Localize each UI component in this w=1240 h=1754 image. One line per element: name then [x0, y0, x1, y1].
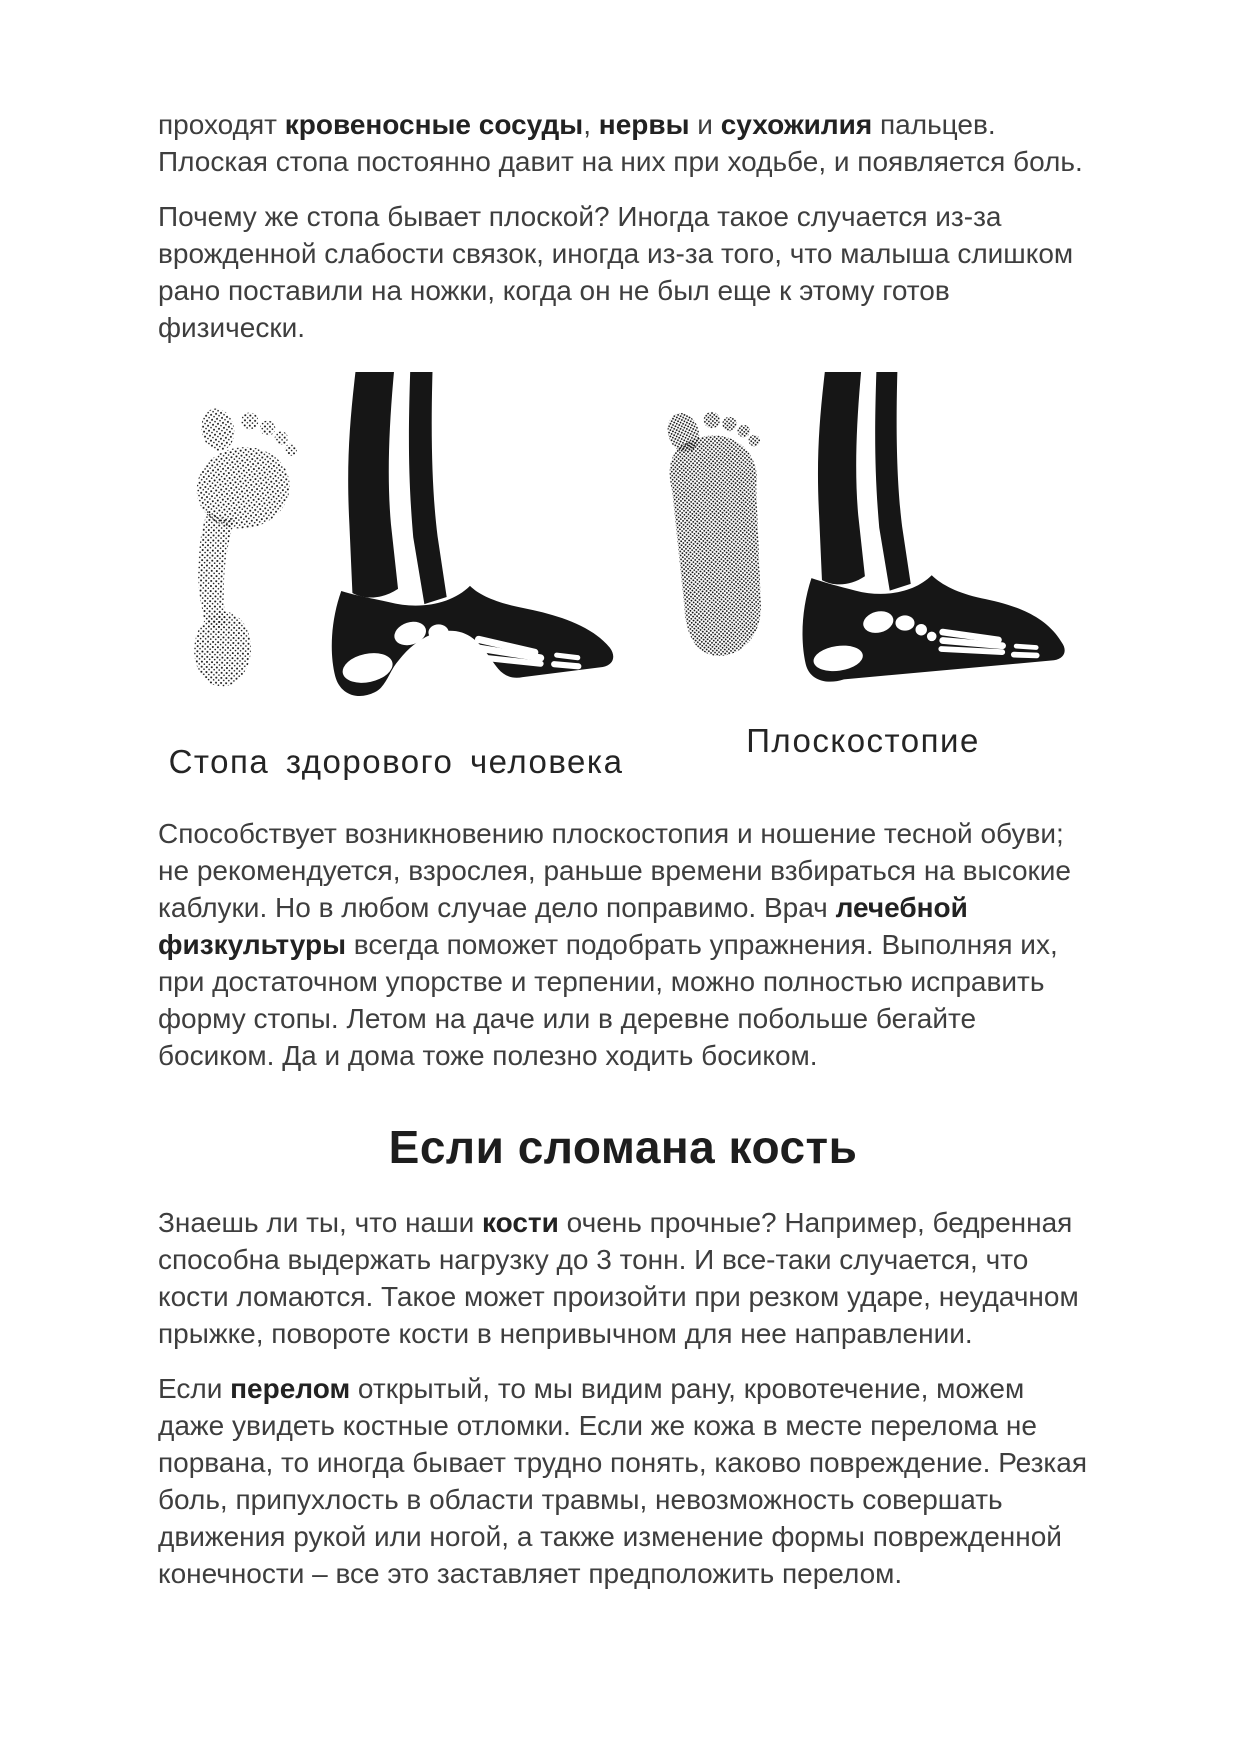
text-segment: пальцев. Плоская стопа постоянно давит на них при ходьбе, и появляется боль. — [158, 109, 1083, 177]
figure-flat-foot — [653, 372, 1073, 760]
text-segment: лечебной физкультуры — [158, 891, 968, 960]
paragraph-intro-1 — [158, 106, 1088, 180]
flat-foot-skeleton — [803, 372, 1065, 682]
paragraph-bones-2 — [158, 1370, 1088, 1592]
text-segment: сухожилия — [720, 109, 873, 140]
section-heading: Если сломана кость — [388, 1120, 858, 1173]
flat-foot-illustration — [653, 372, 1073, 706]
text-segment: нервы — [598, 109, 690, 140]
paragraph-intro-2 — [158, 198, 1088, 346]
text-segment: открытый, то мы видим рану, кровотечение, можем даже увидеть костные отломки. Если же кожа в месте перелома не порвана, то иногда бывает трудно понять, каково повреждение. Резкая боль, припухлость в области травмы, невозможность совершать движения рукой или ногой, а также изменение формы поврежденной конечности – все это заставляет предположить перелом. — [158, 1372, 1088, 1589]
text-segment: кости — [481, 1206, 559, 1238]
figure-row — [158, 372, 1088, 781]
text-segment: Почему же стопа бывает плоской? Иногда такое случается из-за врожденной слабости связок, иногда из-за того, что малыша слишком рано поставили на ножки, когда он не был еще к этому готов физически. — [158, 201, 1074, 343]
text-segment: Знаешь ли ты, что наши — [158, 1206, 482, 1238]
text-segment: и — [689, 109, 721, 140]
paragraph-bones-1 — [158, 1204, 1088, 1352]
text-segment: всегда поможет подобрать упражнения. Выполняя их, при достаточном упорстве и терпении, можно полностью исправить форму стопы. Летом на даче или в деревне побольше бегайте босиком. Да и дома тоже полезно ходить босиком. — [158, 928, 1058, 1071]
text-segment: очень прочные? Например, бедренная способна выдержать нагрузку до 3 тонн. И все-таки случается, что кости ломаются. Такое может произойти при резком ударе, неудачном прыжке, повороте кости в непривычном для нее направлении. — [158, 1206, 1079, 1349]
figure-healthy-foot — [168, 372, 624, 781]
caption-flat-foot: Плоскостопие — [746, 722, 980, 760]
healthy-footprint — [179, 404, 302, 690]
text-segment: Способствует возникновению плоскостопия и ношение тесной обуви; не рекомендуется, взрослея, раньше времени взбираться на высокие каблуки. Но в любом случае дело поправимо. Врач — [158, 817, 1071, 923]
healthy-foot-skeleton — [332, 372, 613, 696]
flat-footprint — [662, 402, 782, 659]
paragraph-flatfoot-advice — [158, 815, 1088, 1074]
text-segment: перелом — [230, 1372, 351, 1404]
text-segment: Если — [158, 1372, 231, 1404]
text-segment: , — [583, 109, 599, 140]
healthy-foot-illustration — [173, 372, 619, 727]
caption-healthy-foot: Стопа здорового человека — [168, 742, 624, 780]
text-segment: проходят — [158, 109, 285, 140]
text-segment: кровеносные сосуды — [284, 109, 584, 140]
